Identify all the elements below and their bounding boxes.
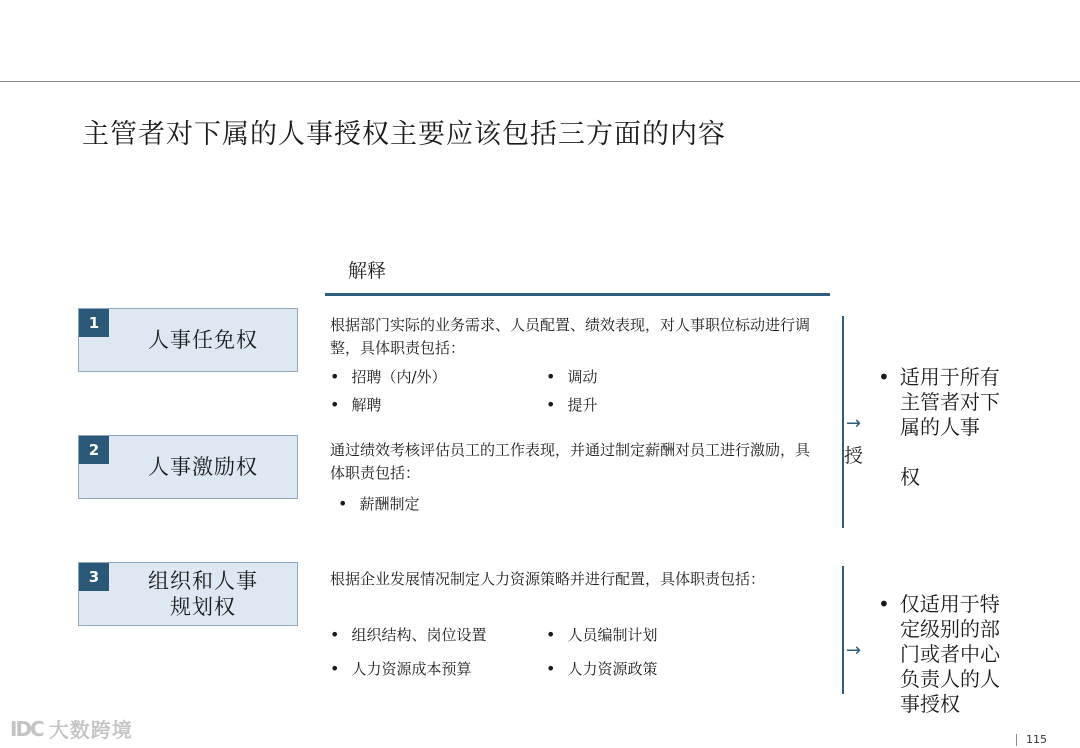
page-number-divider xyxy=(1016,734,1017,746)
column-header: 解释 xyxy=(348,260,387,282)
watermark xyxy=(10,714,133,743)
item-description-3: 根据企业发展情况制定人力资源策略并进行配置，具体职责包括： xyxy=(330,570,766,588)
note-upper: • 适用于所有 主管者对下 属的人事 权 xyxy=(878,365,1000,489)
bullet-item: • 人力资源成本预算 xyxy=(330,659,472,678)
top-divider xyxy=(0,81,1080,82)
watermark-logo-icon: IDC xyxy=(10,716,43,741)
item-number-badge: 1 xyxy=(79,309,109,337)
item-card-3 xyxy=(78,562,298,626)
item-label-line2: 规划权 xyxy=(170,595,236,619)
item-description-1: 根据部门实际的业务需求、人员配置、绩效表现，对人事职位标动进行调整，具体职责包括： xyxy=(330,316,811,357)
bullet-item: • 人力资源政策 xyxy=(546,659,658,678)
column-header-rule xyxy=(325,293,830,296)
page-title: 主管者对下属的人事授权主要应该包括三方面的内容 xyxy=(82,119,726,150)
watermark-text: 大数跨境 xyxy=(48,718,133,742)
item-label: 人事任免权 xyxy=(148,328,258,352)
note-lower: • 仅适用于特 定级别的部 门或者中心 负责人的人 事授权 xyxy=(878,592,1000,716)
item-card-2 xyxy=(78,435,298,499)
item-label-line1: 组织和人事 xyxy=(148,569,258,593)
lower-bracket-line xyxy=(842,566,844,694)
bullet-item: • 调动 xyxy=(546,367,598,386)
upper-bracket-line xyxy=(842,316,844,528)
item-description-2: 通过绩效考核评估员工的工作表现，并通过制定薪酬对员工进行激励，具体职责包括： xyxy=(330,441,811,482)
page-number: 115 xyxy=(1026,733,1047,746)
bullet-item: • 招聘（内/外） xyxy=(330,367,447,386)
bullet-item: • 人员编制计划 xyxy=(546,625,658,644)
bullet-item: • 组织结构、岗位设置 xyxy=(330,625,487,644)
item-number-badge: 2 xyxy=(79,436,109,464)
bullet-item: • 解聘 xyxy=(330,395,382,414)
item-label: 人事激励权 xyxy=(148,455,258,479)
item-label xyxy=(109,563,297,625)
item-card-1 xyxy=(78,308,298,372)
lower-arrow-icon: → xyxy=(846,640,862,661)
bullet-item: • 薪酬制定 xyxy=(338,494,420,513)
middle-character: 授 xyxy=(844,445,864,467)
item-number-badge: 3 xyxy=(79,563,109,591)
upper-arrow-icon: → xyxy=(846,413,862,434)
bullet-item: • 提升 xyxy=(546,395,598,414)
